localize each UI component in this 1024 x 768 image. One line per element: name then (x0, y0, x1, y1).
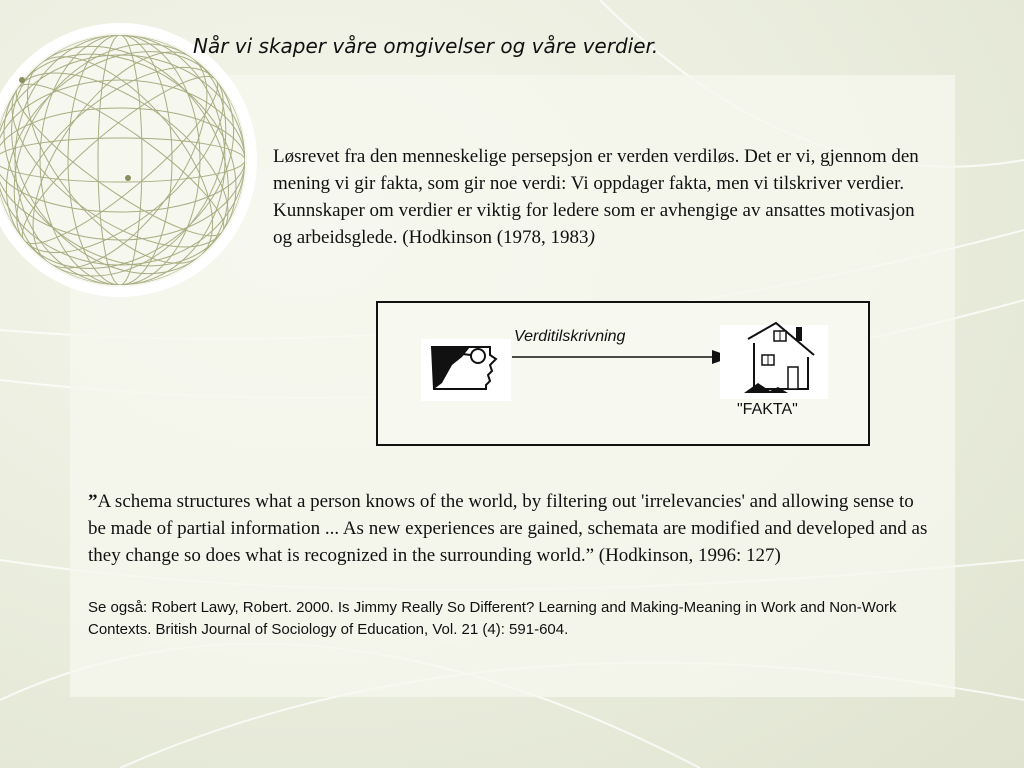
quote2-text: A schema structures what a person knows of the world, by filtering out 'irrelevancies' and allowing sense to be made of partial information ... As new experiences are gained, schemata are modified and developed and as they change so does what is recognized in the surrounding world.” (Hodkinson, 1996: 127) (88, 491, 928, 566)
value-attribution-diagram (376, 301, 870, 446)
person-head-icon (421, 339, 511, 401)
schema-quote (88, 488, 933, 569)
arrow (512, 350, 732, 364)
reference-text: Se også: Robert Lawy, Robert. 2000. Is Jimmy Really So Different? Learning and Making-Meaning in Work and Non-Work Contexts. British Journal of Sociology of Education, Vol. 21 (4): 591-604. (88, 599, 897, 638)
quote2-open-mark: ” (88, 491, 98, 512)
fakta-label: "FAKTA" (737, 401, 798, 418)
house-icon (720, 323, 828, 399)
slide-title: Når vi skaper våre omgivelser og våre verdier. (193, 34, 659, 58)
arrow-label: Verditilskrivning (514, 328, 626, 345)
quote1-text: Løsrevet fra den menneskelige persepsjon er verden verdiløs. Det er vi, gjennom den mening vi gir fakta, som gir noe verdi: Vi oppdager fakta, men vi tilskriver verdier. Kunnskaper om verdier er viktig for ledere som er avhengige av ansattes motivasjon og arbeidsglede. (Hodkinson (1978, 1983 (273, 146, 919, 248)
hodkinson-quote-norwegian (273, 143, 923, 251)
quote1-closing: ) (588, 227, 595, 248)
